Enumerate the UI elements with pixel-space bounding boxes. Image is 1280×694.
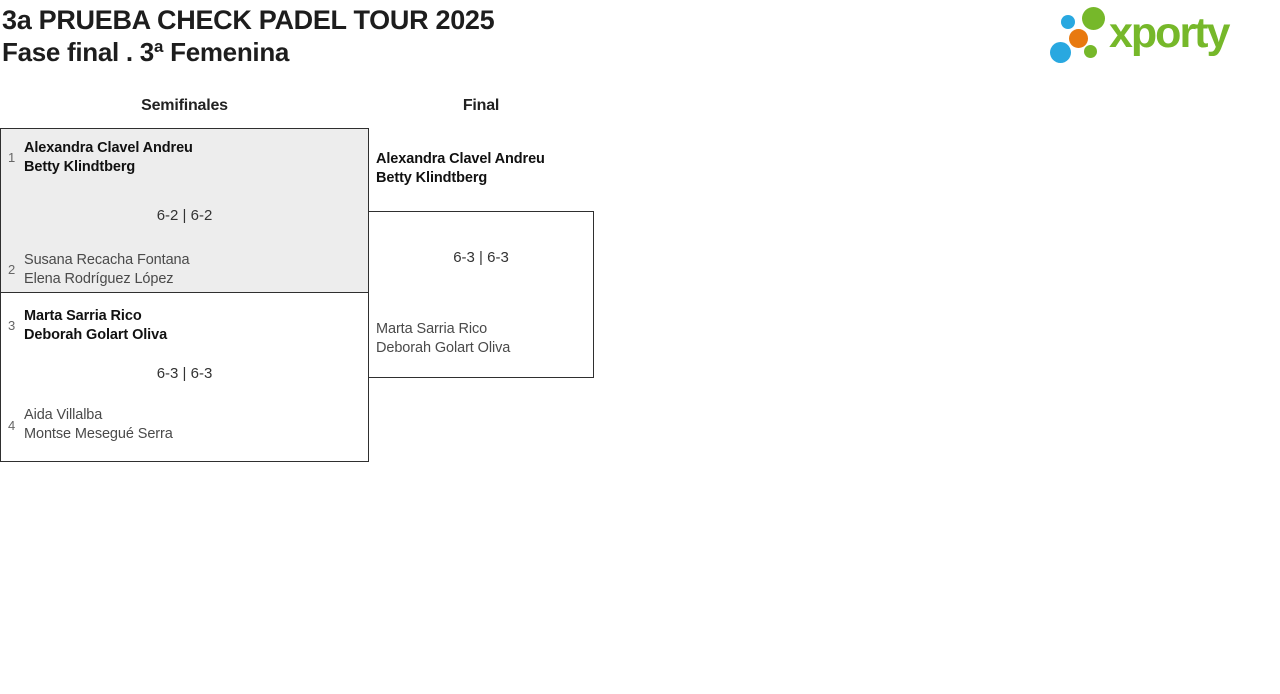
match-final[interactable] <box>368 211 594 378</box>
logo-dot-green-large-icon <box>1082 7 1105 30</box>
match-score: 6-3 | 6-3 <box>453 249 509 266</box>
seed-number: 1 <box>8 150 16 165</box>
final-team-loser <box>376 320 593 358</box>
player-name: Alexandra Clavel Andreu <box>24 140 193 156</box>
match-semifinal-2[interactable] <box>0 292 369 462</box>
logo-dot-green-small-icon <box>1084 45 1097 58</box>
round-label-semifinales: Semifinales <box>141 97 228 114</box>
player-name: Susana Recacha Fontana <box>24 252 190 268</box>
player-name: Marta Sarria Rico <box>376 321 488 337</box>
player-name: Deborah Golart Oliva <box>376 340 511 356</box>
page-title <box>2 4 494 68</box>
seed-number: 3 <box>8 318 16 333</box>
player-name: Marta Sarria Rico <box>24 308 142 324</box>
team-pair-loser <box>24 251 362 289</box>
match-semifinal-1[interactable] <box>0 128 369 293</box>
seed-number: 2 <box>8 262 16 277</box>
team-pair-winner <box>24 139 362 177</box>
phase-category-subtitle: Fase final . 3ª Femenina <box>2 37 290 67</box>
xporty-logo[interactable] <box>1045 0 1280 75</box>
player-name: Elena Rodríguez López <box>24 271 174 287</box>
match-score: 6-3 | 6-3 <box>156 365 213 382</box>
round-label-final: Final <box>462 97 500 114</box>
tournament-title: 3a PRUEBA CHECK PADEL TOUR 2025 <box>2 5 495 35</box>
player-name: Betty Klindtberg <box>24 159 136 175</box>
logo-dot-orange-icon <box>1069 29 1088 48</box>
team-pair-loser <box>24 406 362 444</box>
player-name: Deborah Golart Oliva <box>24 327 168 343</box>
match-score: 6-2 | 6-2 <box>156 207 213 224</box>
final-team-winner <box>376 150 594 188</box>
player-name: Alexandra Clavel Andreu <box>376 151 545 167</box>
logo-dot-blue-large-icon <box>1050 42 1071 63</box>
seed-number: 4 <box>8 418 16 433</box>
player-name: Betty Klindtberg <box>376 170 488 186</box>
player-name: Aida Villalba <box>24 407 103 423</box>
logo-wordmark: xporty <box>1109 9 1229 57</box>
logo-dot-blue-small-icon <box>1061 15 1075 29</box>
team-pair-winner <box>24 307 362 345</box>
player-name: Montse Mesegué Serra <box>24 426 173 442</box>
